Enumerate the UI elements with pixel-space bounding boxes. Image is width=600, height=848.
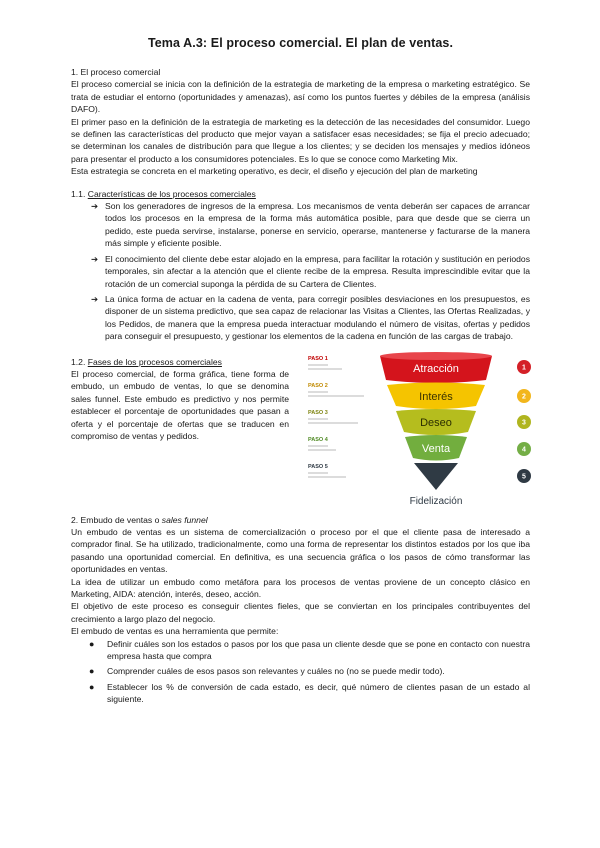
funnel-stage-label: Interés xyxy=(419,390,453,403)
tool-benefits-list xyxy=(71,638,530,706)
characteristics-list xyxy=(71,200,530,342)
section-number: 1.2. xyxy=(71,356,86,367)
list-item xyxy=(91,253,530,290)
step-label: PASO 2 xyxy=(308,382,328,389)
arrow-icon: ➔ xyxy=(91,201,99,212)
list-item-text: La única forma de actuar en la cadena de venta, para corregir posibles desviaciones en los presupuestos, es disponer de un sistema predictivo, que sea capaz de relacionar las Visitas a Clientes, las Ofertas Realizadas, y los Pedidos, de manera que la empresa pueda interactuar modulando el número de visitas, ofertas y pedidos para conseguir el presupuesto, y gestionar los elementos de la cadena en función de las cargas de trabajo. xyxy=(105,293,530,342)
section-1-2-heading xyxy=(71,356,289,368)
list-item xyxy=(91,293,530,343)
section-number: 1.1. xyxy=(71,188,86,199)
section-1-2-paragraph: El proceso comercial, de forma gráfica, tiene forma de embudo, un embudo de ventas, lo que se denomina sales funnel. Este embudo es predictivo y nos permite establecer el porcentaje de oportunidades que pasan a oferta y el porcentaje de ofertas que se traducen en compromiso de ventas y pedidos. xyxy=(71,368,289,441)
heading-text: 2. Embudo de ventas o xyxy=(71,514,162,525)
badge-number: 1 xyxy=(522,364,526,372)
funnel-stage-label: Deseo xyxy=(420,416,452,429)
section-1-heading: 1. El proceso comercial xyxy=(71,67,161,77)
list-item xyxy=(89,665,530,677)
section-title: Fases de los procesos comerciales xyxy=(87,356,222,367)
phases-section xyxy=(71,356,530,510)
funnel-stage-label: Fidelización xyxy=(409,495,463,507)
step-label: PASO 4 xyxy=(308,436,328,443)
list-item-text: Establecer los % de conversión de cada estado, es decir, qué número de clientes pasan de un estado al siguiente. xyxy=(107,681,530,705)
section-2-paragraph: El objetivo de este proceso es conseguir clientes fieles, que se conviertan en los principales contribuyentes del crecimiento a largo plazo del negocio. xyxy=(71,601,530,624)
funnel-stage-label: Venta xyxy=(421,442,451,455)
sales-funnel-diagram xyxy=(306,350,538,510)
section-1-1-heading xyxy=(71,188,530,200)
step-label: PASO 5 xyxy=(308,463,328,470)
bullet-icon: ● xyxy=(89,681,95,692)
list-item xyxy=(89,638,530,663)
heading-italic-text: sales funnel xyxy=(161,514,208,525)
step-label: PASO 1 xyxy=(308,355,328,362)
list-item xyxy=(89,681,530,706)
bullet-icon: ● xyxy=(89,638,95,649)
arrow-icon: ➔ xyxy=(91,253,99,264)
list-item-text: Definir cuáles son los estados o pasos por los que pasa un cliente desde que se pone en contacto con nuestra empresa hasta que compra xyxy=(107,638,530,661)
badge-number: 3 xyxy=(522,419,526,427)
arrow-icon: ➔ xyxy=(91,293,99,304)
bullet-icon: ● xyxy=(89,666,95,677)
section-2-paragraph: La idea de utilizar un embudo como metáfora para los procesos de ventas proviene de un concepto clásico en Marketing, AIDA: atención, interés, deseo, acción. xyxy=(71,576,530,599)
document-page xyxy=(71,36,530,709)
section-2-paragraph: Un embudo de ventas es un sistema de comercialización o proceso por el que el cliente pasa de interesado a comprador final. Se ha utilizado, tradicionalmente, como una forma de representar los distintos estados por los que iba pasando una oportunidad comercial. En definitiva, es una secuencia gráfica o los pasos de cómo transformar las oportunidades en ventas. xyxy=(71,526,530,575)
section-2-paragraph: El embudo de ventas es una herramienta que permite: xyxy=(71,626,279,637)
list-item-text: Comprender cuáles de esos pasos son relevantes y cuáles no (no se puede medir todo). xyxy=(107,666,445,677)
badge-number: 5 xyxy=(522,473,526,481)
funnel-stage-label: Atracción xyxy=(413,362,459,375)
badge-number: 4 xyxy=(522,446,526,454)
list-item-text: El conocimiento del cliente debe estar alojado en la empresa, para facilitar la rotación y sustitución en periodos temporales, sin afectar a la atención que el cliente recibe de la empresa. Resulta imprescindible evitar que la rotación de un comercial suponga la pérdida de su Cartera de Clientes. xyxy=(105,253,530,289)
list-item xyxy=(91,200,530,250)
section-1-paragraph: Esta estrategia se concreta en el marketing operativo, es decir, el diseño y ejecución del plan de marketing xyxy=(71,166,478,177)
section-1-paragraph: El proceso comercial se inicia con la definición de la estrategia de marketing de la empresa o marketing estratégico. Se trata de estudiar el entorno (oportunidades y amenazas), así como los puntos fuertes y débiles de la empresa (análisis DAFO). xyxy=(71,79,530,115)
page-title: Tema A.3: El proceso comercial. El plan de ventas. xyxy=(147,36,454,50)
step-label: PASO 3 xyxy=(308,409,328,416)
badge-number: 2 xyxy=(522,393,526,401)
section-2-heading xyxy=(71,514,530,526)
section-title: Características de los procesos comerciales xyxy=(87,188,256,199)
list-item-text: Son los generadores de ingresos de la empresa. Los mecanismos de venta deberán ser capaces de arrancar todos los procesos en la empresa de la forma más automática posible, para que desde que se cierra un pedido, este pueda servirse, instalarse, ponerse en servicio, operarse, mantenerse y facturarse de la manera más simple y eficiente posible. xyxy=(105,201,530,249)
section-1-paragraph: El primer paso en la definición de la estrategia de marketing es la detección de las necesidades del consumidor. Luego se definen las características del producto que mejor vayan a satisfacer esas necesidades; se fija el precio adecuado; se determinan los canales de distribución para que llegue a los clientes; y se deciden los mensajes y medios idóneos para presentar el producto a los consumidores potenciales. Es lo que se conoce como Marketing Mix. xyxy=(71,116,530,164)
